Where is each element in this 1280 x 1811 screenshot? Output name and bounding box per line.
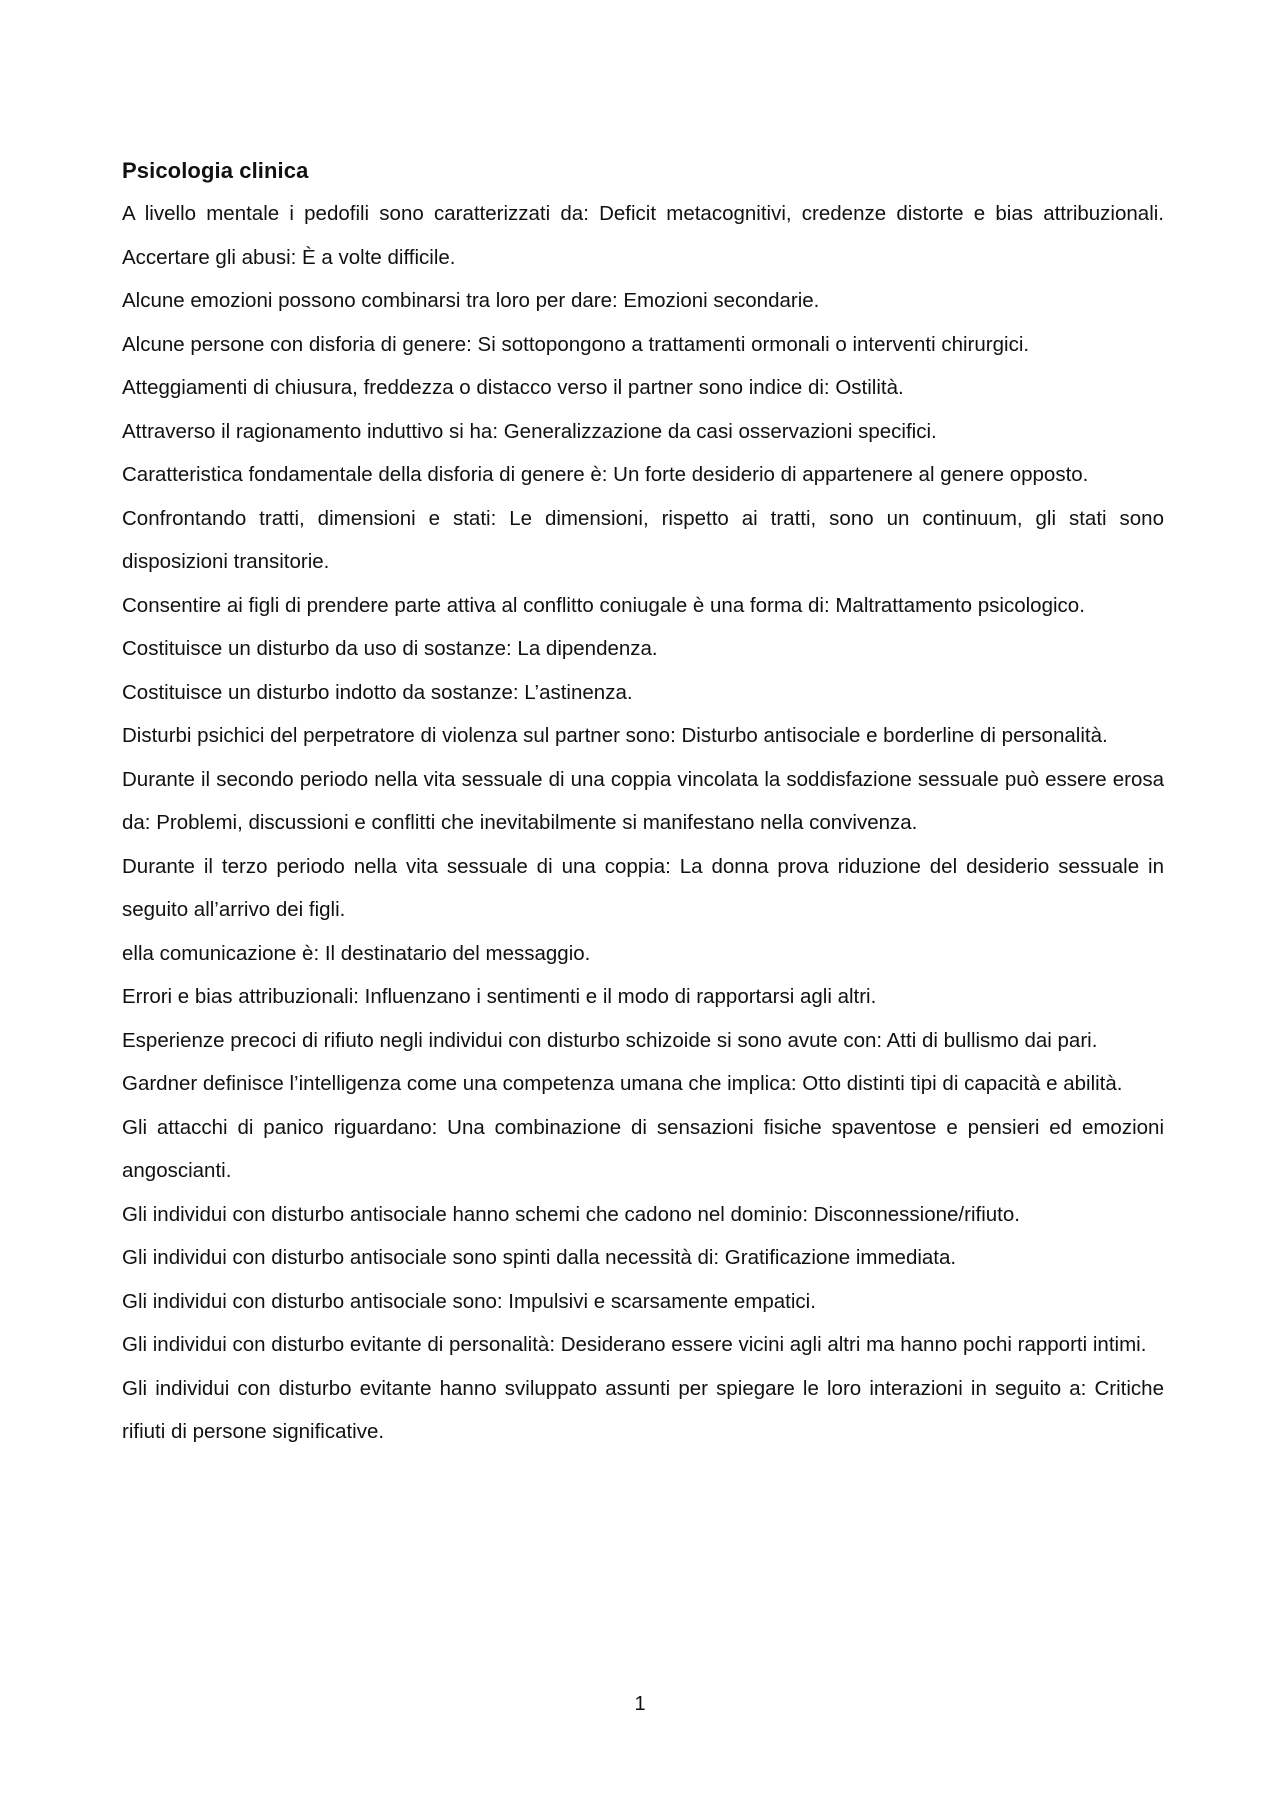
paragraph: Durante il secondo periodo nella vita sessuale di una coppia vincolata la soddisfazione sessuale può essere erosa da: Problemi, discussioni e conflitti che inevitabilmente si manifestano nella convivenza. [122, 767, 1164, 834]
paragraph: Gli individui con disturbo evitante hanno sviluppato assunti per spiegare le loro interazioni in seguito a: Critiche rifiuti di persone significative. [122, 1376, 1164, 1443]
paragraph: Disturbi psichici del perpetratore di violenza sul partner sono: Disturbo antisociale e borderline di personalità. [122, 724, 1108, 747]
paragraph: Gli individui con disturbo antisociale sono spinti dalla necessità di: Gratificazione immediata. [122, 1246, 957, 1269]
paragraph: Costituisce un disturbo indotto da sostanze: L’astinenza. [122, 680, 633, 704]
paragraph: Attraverso il ragionamento induttivo si ha: Generalizzazione da casi osservazioni specifici. [122, 419, 937, 443]
document-title: Psicologia clinica [122, 158, 309, 183]
page-content [122, 152, 1164, 1454]
paragraph: ella comunicazione è: Il destinatario del messaggio. [122, 941, 591, 965]
paragraph: Gli individui con disturbo evitante di personalità: Desiderano essere vicini agli altri ma hanno pochi rapporti intimi. [122, 1333, 1147, 1356]
paragraph: Gli attacchi di panico riguardano: Una combinazione di sensazioni fisiche spaventose e pensieri ed emozioni angoscianti. [122, 1115, 1164, 1182]
paragraph: Esperienze precoci di rifiuto negli individui con disturbo schizoide si sono avute con: Atti di bullismo dai pari. [122, 1028, 1098, 1052]
paragraph: Gardner definisce l’intelligenza come una competenza umana che implica: Otto distinti tipi di capacità e abilità. [122, 1072, 1123, 1095]
paragraph: Durante il terzo periodo nella vita sessuale di una coppia: La donna prova riduzione del desiderio sessuale in seguito all’arrivo dei figli. [122, 854, 1164, 921]
paragraph: Consentire ai figli di prendere parte attiva al conflitto coniugale è una forma di: Maltrattamento psicologico. [122, 593, 1085, 617]
paragraph: Atteggiamenti di chiusura, freddezza o distacco verso il partner sono indice di: Ostilità. [122, 376, 904, 399]
paragraph: Alcune persone con disforia di genere: Si sottopongono a trattamenti ormonali o interventi chirurgici. [122, 332, 1030, 356]
page-number: 1 [634, 1693, 646, 1715]
paragraph: Caratteristica fondamentale della disforia di genere è: Un forte desiderio di appartenere al genere opposto. [122, 463, 1089, 486]
paragraph: Errori e bias attribuzionali: Influenzano i sentimenti e il modo di rapportarsi agli altri. [122, 985, 877, 1008]
paragraph: Gli individui con disturbo antisociale hanno schemi che cadono nel dominio: Disconnessione/rifiuto. [122, 1202, 1020, 1226]
paragraph: Alcune emozioni possono combinarsi tra loro per dare: Emozioni secondarie. [122, 289, 820, 312]
paragraph: Costituisce un disturbo da uso di sostanze: La dipendenza. [122, 637, 658, 660]
paragraph: Confrontando tratti, dimensioni e stati: Le dimensioni, rispetto ai tratti, sono un continuum, gli stati sono disposizioni transitorie. [122, 506, 1164, 573]
paragraph: A livello mentale i pedofili sono caratterizzati da: Deficit metacognitivi, credenze distorte e bias attribuzionali. Accertare gli abusi: È a volte difficile. [122, 202, 1164, 269]
paragraph: Gli individui con disturbo antisociale sono: Impulsivi e scarsamente empatici. [122, 1289, 816, 1313]
